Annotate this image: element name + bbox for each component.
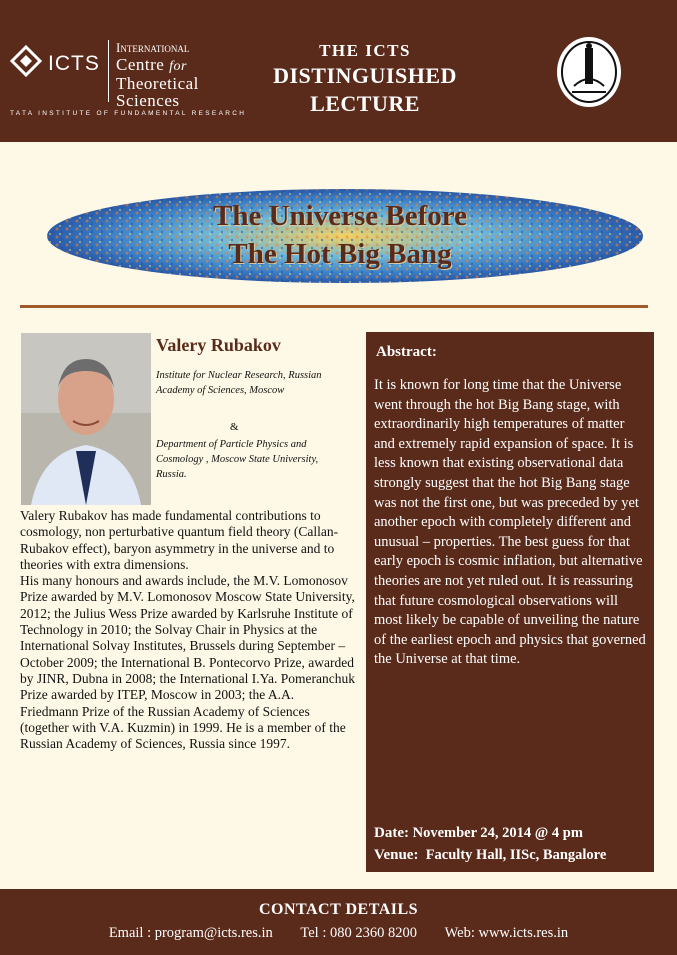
venue-value: Faculty Hall, IISc, Bangalore [425, 847, 607, 863]
header-banner [0, 0, 677, 142]
bio-paragraph-2: His many honours and awards include, the M.V. Lomonosov Prize awarded by M.V. Lomonosov Moscow State University, 2012; the Julius Wess Prize awarded by Karlsruhe Institute of Technology in 2010; the Solvay Chair in Physics at the International Solvay Institutes, Brussels during September – October 2009; the International B. Pontecorvo Prize, awarded by JINR, Dubna in 2008; the International I.Ya. Pomeranchuk Prize awarded by ITEP, Moscow in 2003; the A.A. Friedmann Prize of the Russian Academy of Sciences (together with V.A. Kuzmin) in 1999. He is a member of the Russian Academy of Sciences, Russia since 1997. [20, 573, 355, 752]
speaker-affiliation-2: Department of Particle Physics and Cosmology , Moscow State University, Russia. [156, 439, 319, 480]
logo-divider [108, 40, 109, 102]
contact-email[interactable]: Email : program@icts.res.in [108, 925, 273, 941]
contact-line [0, 925, 677, 942]
series-title-line-1: THE ICTS [319, 41, 411, 60]
event-venue [374, 844, 606, 866]
section-divider [20, 305, 648, 308]
centre-word: Centre [116, 55, 165, 74]
tifr-tagline: TATA INSTITUTE OF FUNDAMENTAL RESEARCH [10, 110, 247, 117]
speaker-photo [21, 333, 151, 505]
icts-logo-icon [10, 45, 42, 77]
centre-line-1: International [116, 40, 190, 55]
series-title-line-2: DISTINGUISHED [273, 63, 457, 88]
contact-phone: Tel : 080 2360 8200 [300, 925, 417, 941]
affiliation-ampersand: & [230, 421, 239, 433]
contact-heading: CONTACT DETAILS [258, 901, 419, 918]
abstract-text: It is known for long time that the Universe went through the hot Big Bang stage, with extraordinarily high temperatures of matter and extremely rapid expansion of space. It is less known that existing observational data strongly suggest that the hot Big Bang stage was not the first one, but was preceded by yet another epoch with completely different and unusual – properties. The best guess for that early epoch is cosmic inflation, but alternative theories are not yet ruled out. It is reassuring that future cosmological observations will most likely be capable of unveiling the nature of the earliest epoch and physics that governed the Universe at that time. [374, 377, 646, 668]
series-title-line-3: LECTURE [310, 91, 420, 116]
centre-for: for [169, 59, 187, 74]
iisc-emblem-icon [554, 34, 624, 110]
icts-wordmark: ICTS [48, 52, 100, 75]
date-value: November 24, 2014 @ 4 pm [412, 825, 583, 841]
series-title [260, 40, 470, 118]
lecture-title-line-2: The Hot Big Bang [228, 238, 452, 270]
event-date [374, 822, 606, 844]
bio-paragraph-1: Valery Rubakov has made fundamental contributions to cosmology, non perturbative quantum field theory (Callan-Rubakov effect), baryon asymmetry in the universe and to theories with extra dimensions. [20, 508, 339, 572]
centre-line-4: Sciences [116, 91, 180, 110]
event-details [374, 822, 606, 866]
date-label: Date: [374, 825, 409, 841]
contact-web[interactable]: Web: www.icts.res.in [444, 925, 569, 941]
centre-line-2 [116, 56, 199, 75]
speaker-affiliation-1: Institute for Nuclear Research, Russian Academy of Sciences, Moscow [156, 370, 322, 396]
lecture-title [100, 197, 580, 273]
centre-line-3: Theoretical [116, 74, 199, 93]
speaker-bio [20, 508, 355, 752]
abstract-panel [366, 332, 654, 872]
venue-label: Venue: [374, 847, 419, 863]
centre-name [116, 40, 199, 109]
abstract-heading: Abstract: [376, 344, 437, 360]
contact-footer [0, 889, 677, 955]
lecture-title-line-1: The Universe Before [213, 200, 467, 232]
speaker-name: Valery Rubakov [156, 335, 281, 355]
